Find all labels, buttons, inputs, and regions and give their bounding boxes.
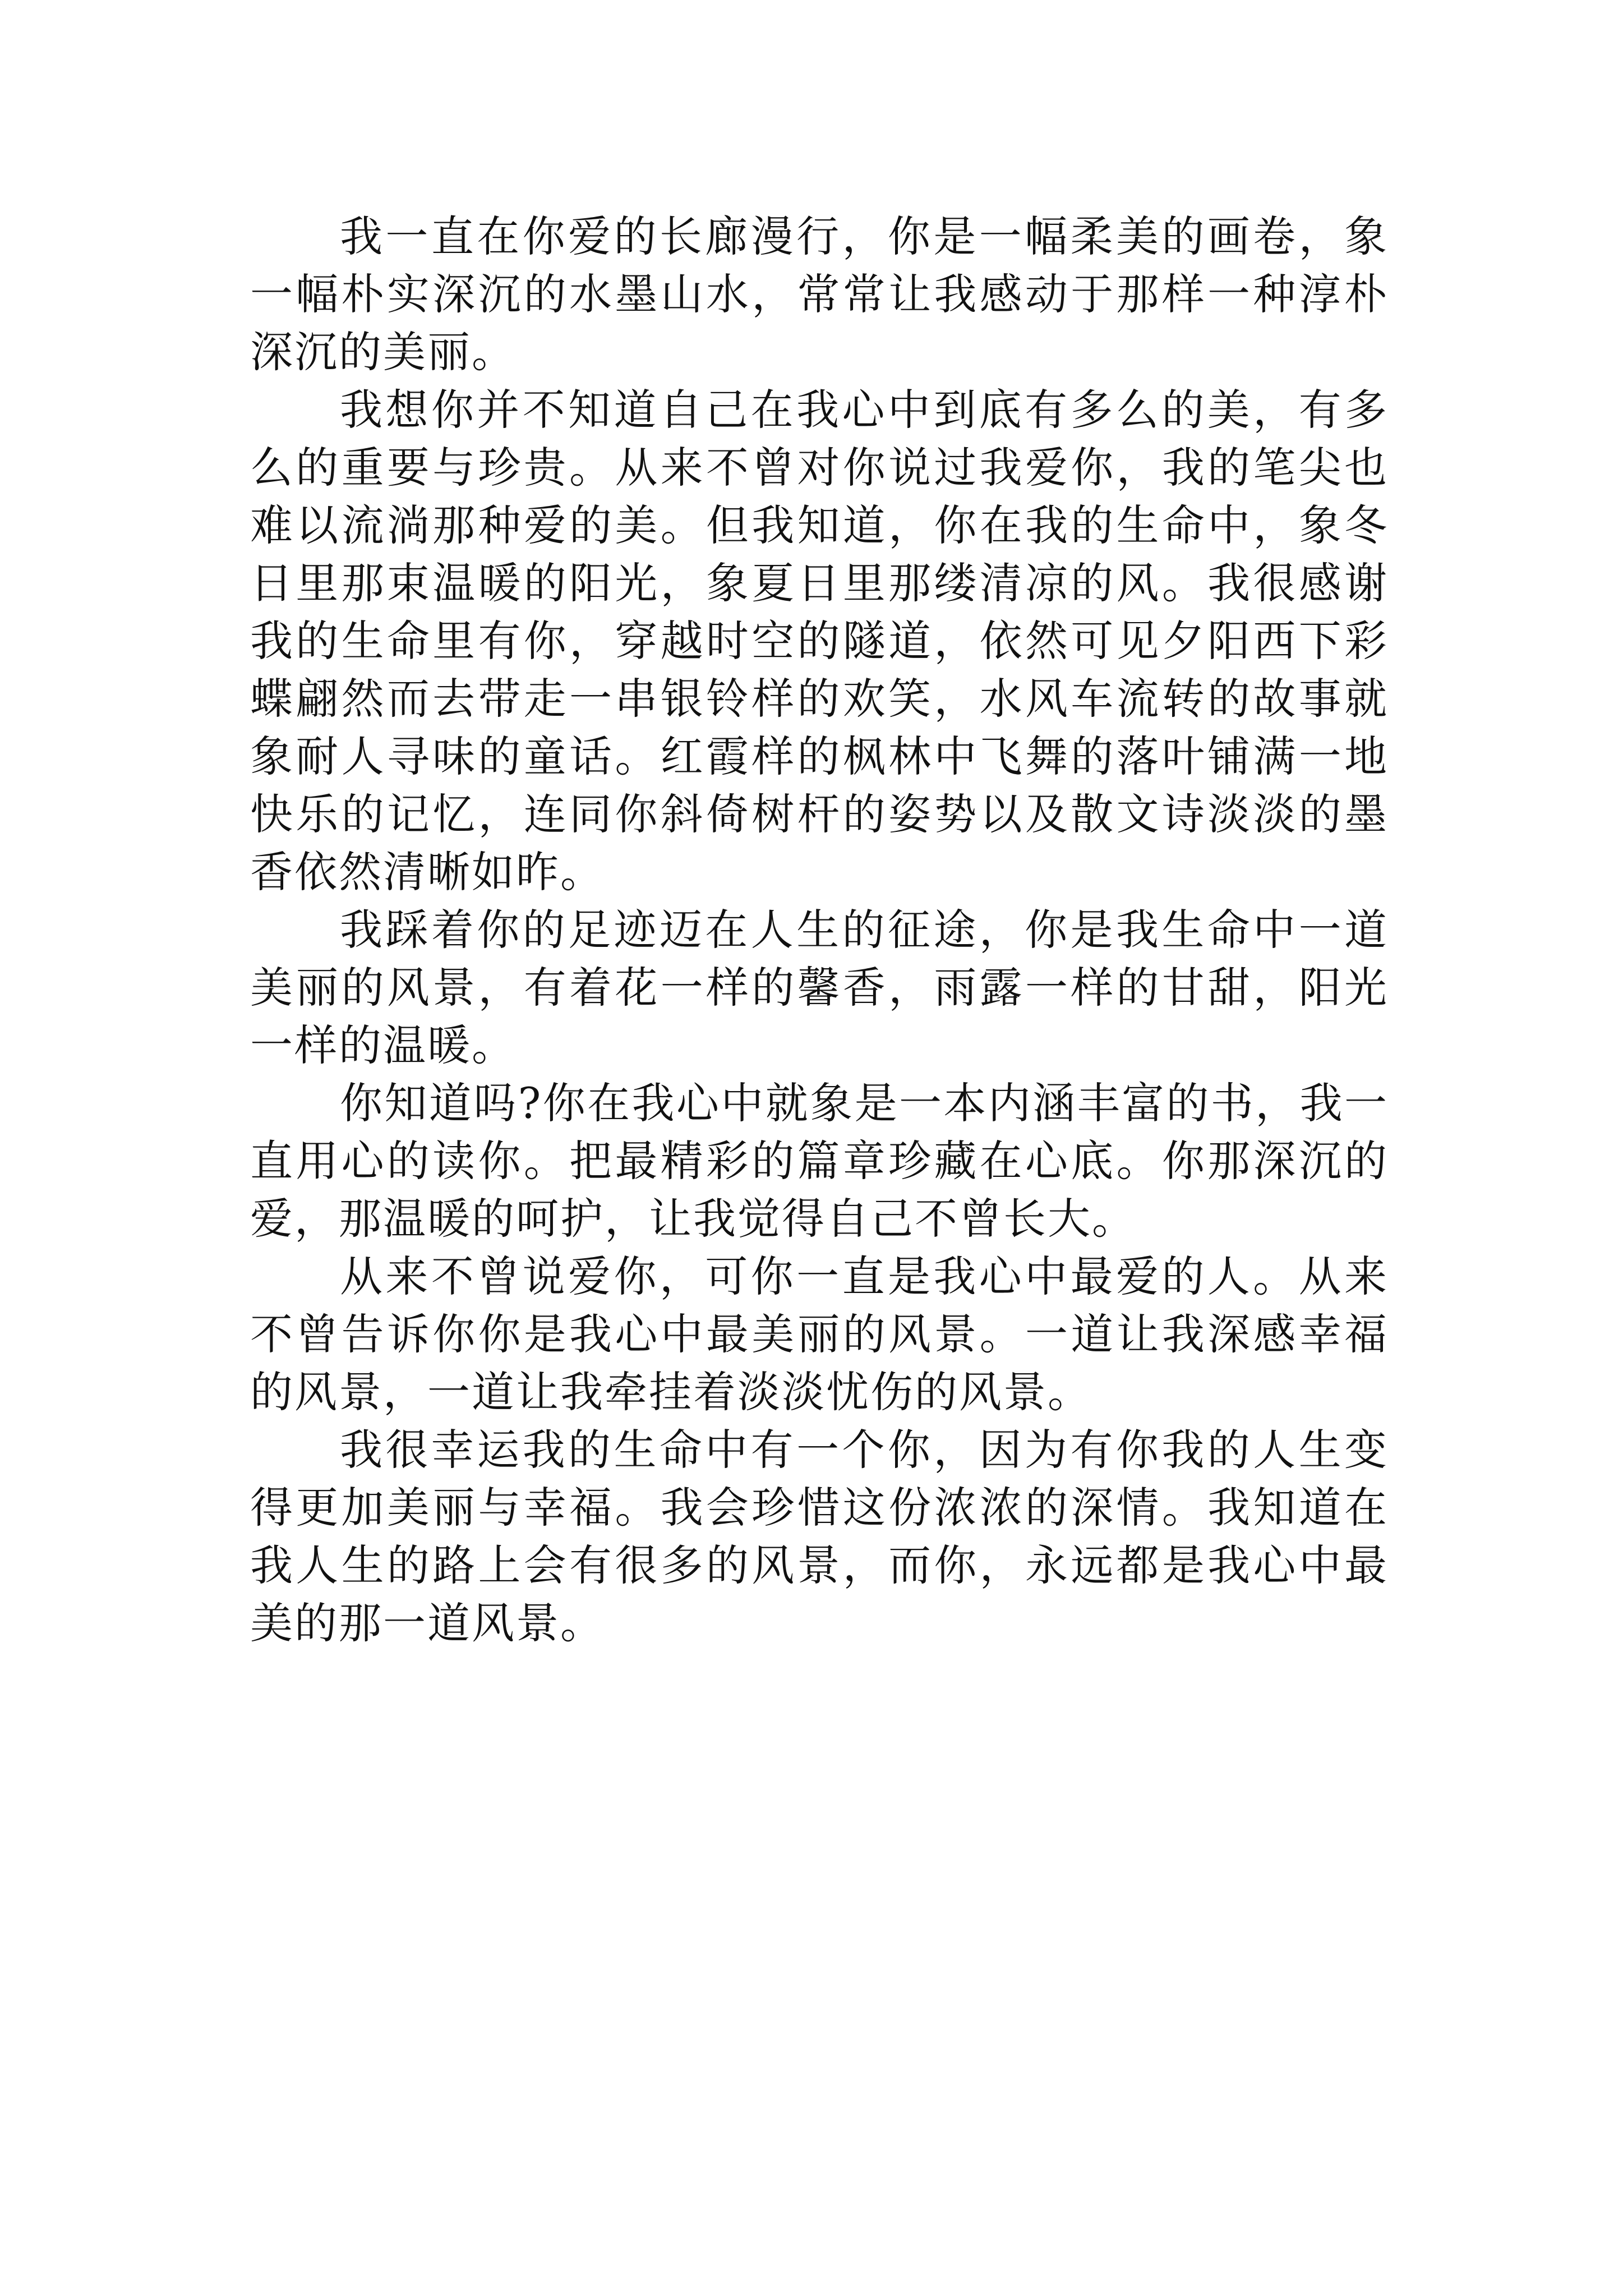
paragraph-6: 我很幸运我的生命中有一个你，因为有你我的人生变得更加美丽与幸福。我会珍惜这份浓浓的深情。我知道在我人生的路上会有很多的风景，而你，永远都是我心中最美的那一道风景。 — [250, 1425, 1389, 1648]
paragraph-3: 我踩着你的足迹迈在人生的征途，你是我生命中一道美丽的风景，有着花一样的馨香，雨露一样的甘甜，阳光一样的温暖。 — [250, 905, 1389, 1070]
paragraph-5: 从来不曾说爱你，可你一直是我心中最爱的人。从来不曾告诉你你是我心中最美丽的风景。一道让我深感幸福的风景，一道让我牵挂着淡淡忧伤的风景。 — [250, 1251, 1389, 1417]
paragraph-1: 我一直在你爱的长廊漫行，你是一幅柔美的画卷，象一幅朴实深沉的水墨山水，常常让我感动于那样一种淳朴深沉的美丽。 — [250, 211, 1389, 377]
paragraph-2: 我想你并不知道自己在我心中到底有多么的美，有多么的重要与珍贵。从来不曾对你说过我爱你，我的笔尖也难以流淌那种爱的美。但我知道，你在我的生命中，象冬日里那束温暖的阳光，象夏日里那缕清凉的风。我很感谢我的生命里有你，穿越时空的隧道，依然可见夕阳西下彩蝶翩然而去带走一串银铃样的欢笑，水风车流转的故事就象耐人寻味的童话。红霞样的枫林中飞舞的落叶铺满一地快乐的记忆，连同你斜倚树杆的姿势以及散文诗淡淡的墨香依然清晰如昨。 — [250, 385, 1389, 897]
paragraph-4: 你知道吗?你在我心中就象是一本内涵丰富的书，我一直用心的读你。把最精彩的篇章珍藏在心底。你那深沉的爱，那温暖的呵护，让我觉得自己不曾长大。 — [250, 1078, 1389, 1244]
essay-body — [250, 208, 1389, 1652]
